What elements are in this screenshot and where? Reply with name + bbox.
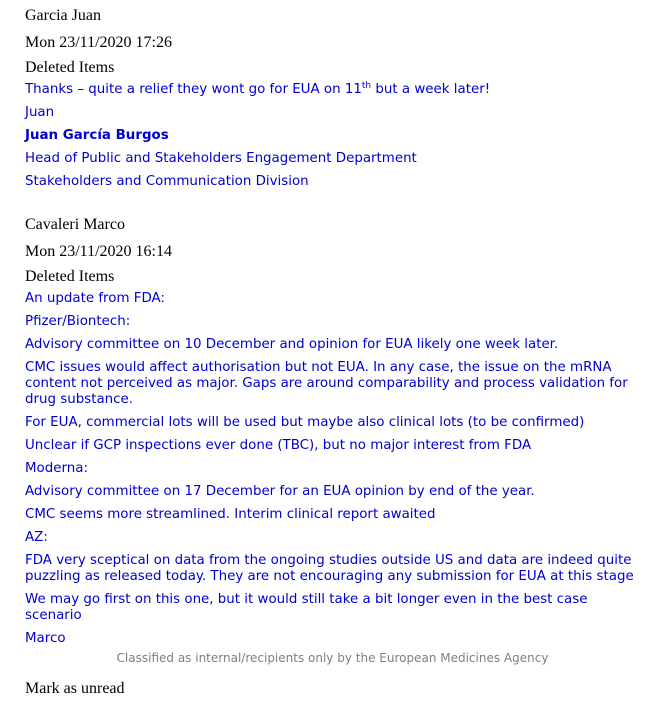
- body-line: Advisory committee on 17 December for an EUA opinion by end of the year.: [25, 484, 535, 499]
- signature-title: Head of Public and Stakeholders Engagement Department: [25, 151, 417, 166]
- signoff: Juan: [25, 105, 55, 120]
- body-line: Pfizer/Biontech:: [25, 314, 131, 329]
- body-line: FDA very sceptical on data from the ongoing studies outside US and data are indeed quite puzzling as released today. They are not encouraging any submission for EUA at this stage: [25, 553, 634, 584]
- body-line: CMC issues would affect authorisation but not EUA. In any case, the issue on the mRNA content not perceived as major. Gaps are around comparability and process validation for drug substance.: [25, 360, 628, 407]
- folder-name: Deleted Items: [25, 268, 115, 285]
- signoff: Marco: [25, 631, 66, 646]
- sender-name: Garcia Juan: [25, 7, 101, 24]
- body-line: AZ:: [25, 530, 48, 545]
- mark-as-unread-link[interactable]: Mark as unread: [25, 680, 125, 697]
- ordinal-suffix: th: [361, 81, 372, 91]
- body-text: but a week later!: [371, 82, 491, 97]
- body-line: Moderna:: [25, 461, 88, 476]
- body-line: CMC seems more streamlined. Interim clinical report awaited: [25, 507, 436, 522]
- sender-name: Cavaleri Marco: [25, 216, 125, 233]
- signature-division: Stakeholders and Communication Division: [25, 174, 309, 189]
- message-spacer: [25, 190, 640, 209]
- message-cavaleri: [25, 215, 640, 647]
- body-line: For EUA, commercial lots will be used but maybe also clinical lots (to be confirmed): [25, 415, 585, 430]
- email-thread: [0, 6, 664, 698]
- body-line: An update from FDA:: [25, 291, 165, 306]
- body-line: Unclear if GCP inspections ever done (TBC), but no major interest from FDA: [25, 438, 532, 453]
- folder-name: Deleted Items: [25, 59, 115, 76]
- sent-date: Mon 23/11/2020 17:26: [25, 34, 172, 51]
- classification-notice: Classified as internal/recipients only by the European Medicines Agency: [116, 651, 549, 665]
- body-text: Thanks – quite a relief they wont go for EUA on 11: [25, 82, 362, 97]
- sent-date: Mon 23/11/2020 16:14: [25, 243, 172, 260]
- body-line: [25, 82, 640, 98]
- body-line: Advisory committee on 10 December and opinion for EUA likely one week later.: [25, 337, 559, 352]
- signature-name: Juan García Burgos: [25, 128, 169, 143]
- message-garcia: [25, 6, 640, 190]
- body-line: We may go first on this one, but it would still take a bit longer even in the best case scenario: [25, 592, 588, 623]
